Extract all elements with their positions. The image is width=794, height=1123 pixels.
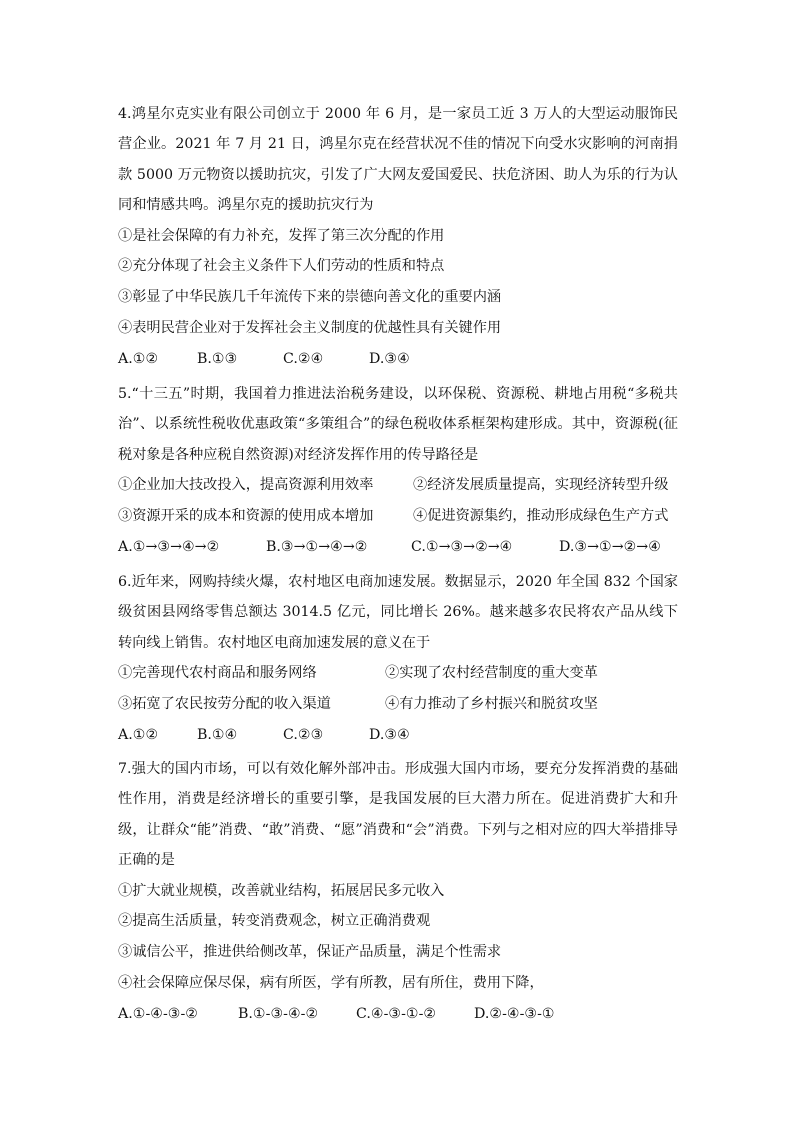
question-stem: 4.鸿星尔克实业有限公司创立于 2000 年 6 月，是一家员工近 3 万人的大型运动服饰民营企业。2021 年 7 月 21 日，鸿星尔克在经营状况不佳的情况下向受水灾影响的河南捐款 5000 万元物资以援助抗灾，引发了广大网友爱国爱民、扶危济困、助人为乐的行为认同和情感共鸣。鸿星尔克的援助抗灾行为 [118,106,678,214]
options-row [118,470,678,501]
statement-option: ②提高生活质量，转变消费观念，树立正确消费观 [118,913,431,930]
statement-option: ③彰显了中华民族几千年流传下来的崇德向善文化的重要内涵 [118,289,502,306]
statement-option: ①完善现代农村商品和服务网络 [118,665,317,682]
choice-c[interactable]: C.②④ [283,350,324,367]
choice-a[interactable]: A.①② [118,726,159,743]
statement-option: ②经济发展质量提高，实现经济转型升级 [413,477,669,494]
question-5 [118,379,678,563]
choice-c[interactable]: C.④-③-①-② [356,1005,437,1022]
answer-choices [118,999,678,1030]
choice-a[interactable]: A.①② [118,350,159,367]
options-row [118,689,678,720]
choice-d[interactable]: D.③④ [369,726,410,743]
statement-option: ③资源开采的成本和资源的使用成本增加 [118,508,374,525]
answer-choices [118,720,678,751]
choice-b[interactable]: B.①-③-④-② [238,1005,319,1022]
statement-option: ②充分体现了社会主义条件下人们劳动的性质和特点 [118,258,445,275]
choice-d[interactable]: D.③→①→②→④ [559,538,661,555]
statement-option: ①扩大就业规模，改善就业结构，拓展居民多元收入 [118,882,445,899]
choice-c[interactable]: C.②③ [283,726,324,743]
statement-option: ④有力推动了乡村振兴和脱贫攻坚 [385,696,598,713]
question-7 [118,754,678,1030]
choice-b[interactable]: B.①③ [197,350,238,367]
choice-a[interactable]: A.①-④-③-② [118,1005,199,1022]
statement-option: ①是社会保障的有力补充，发挥了第三次分配的作用 [118,227,445,244]
options-row [118,501,678,532]
options-row [118,658,678,689]
statement-option: ③诚信公平，推进供给侧改革，保证产品质量，满足个性需求 [118,944,502,961]
choice-d[interactable]: D.②-④-③-① [474,1005,555,1022]
answer-choices [118,344,678,375]
statement-option: ④促进资源集约，推动形成绿色生产方式 [413,508,669,525]
choice-b[interactable]: B.③→①→④→② [266,538,368,555]
question-stem: 7.强大的国内市场，可以有效化解外部冲击。形成强大国内市场，要充分发挥消费的基础性作用，消费是经济增长的重要引擎，是我国发展的巨大潜力所在。促进消费扩大和升级，让群众“能”消费、“敢”消费、“愿”消费和“会”消费。下列与之相对应的四大举措排导正确的是 [118,761,678,869]
statement-option: ④社会保障应保尽保，病有所医，学有所教，居有所住，费用下降， [118,975,544,992]
choice-b[interactable]: B.①④ [197,726,238,743]
question-stem: 6.近年来，网购持续火爆，农村地区电商加速发展。数据显示，2020 年全国 832 个国家级贫困县网络零售总额达 3014.5 亿元，同比增长 26%。越来越多农民将农产品从线下转向线上销售。农村地区电商加速发展的意义在于 [118,574,678,651]
statement-option: ④表明民营企业对于发挥社会主义制度的优越性具有关键作用 [118,320,502,337]
question-6 [118,567,678,751]
choice-a[interactable]: A.①→③→④→② [118,538,220,555]
choice-c[interactable]: C.①→③→②→④ [411,538,513,555]
statement-option: ①企业加大技改投入，提高资源利用效率 [118,477,374,494]
question-stem: 5.“十三五”时期，我国着力推进法治税务建设，以环保税、资源税、耕地占用税“多税共治”、以系统性税收优惠政策“多策组合”的绿色税收体系框架构建形成。其中，资源税(征税对象是各种应税自然资源)对经济发挥作用的传导路径是 [118,386,678,463]
answer-choices [118,532,678,563]
statement-option: ②实现了农村经营制度的重大变革 [385,665,598,682]
choice-d[interactable]: D.③④ [369,350,410,367]
statement-option: ③拓宽了农民按劳分配的收入渠道 [118,696,331,713]
question-4 [118,99,678,375]
